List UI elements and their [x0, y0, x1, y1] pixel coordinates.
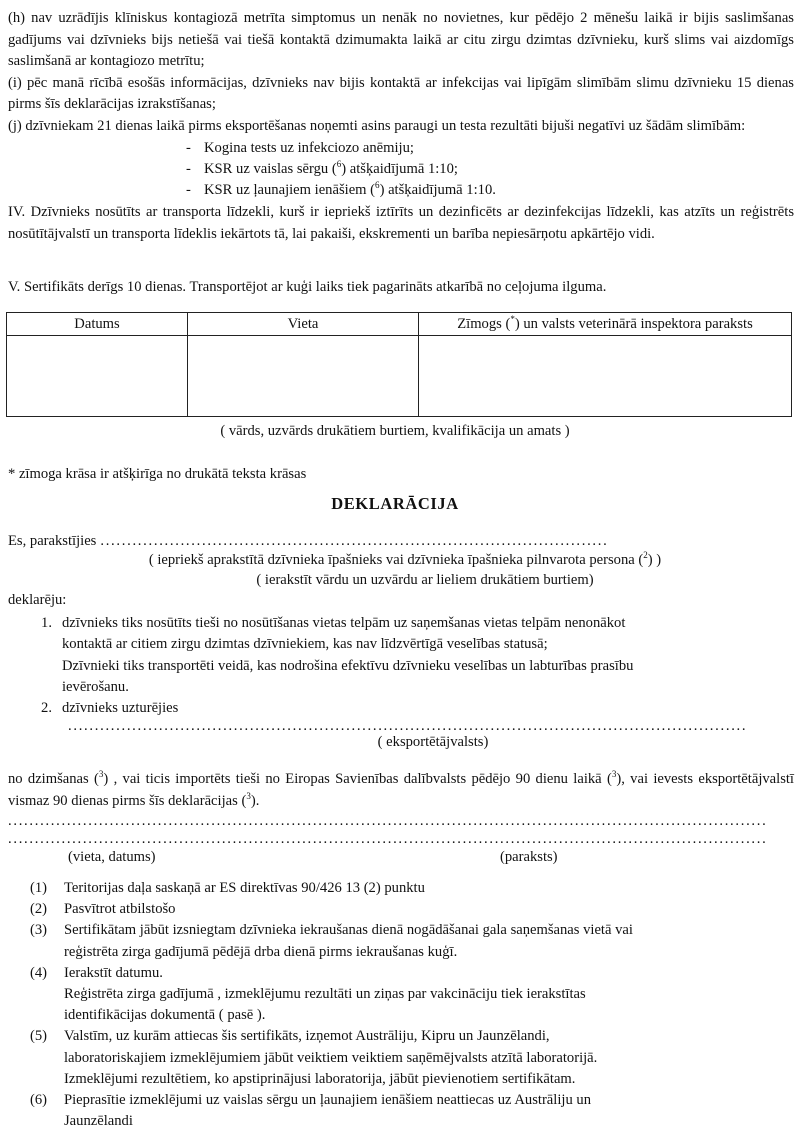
footnote-ref: 6: [375, 180, 380, 191]
footnote-item: [0, 920, 790, 962]
declaration-item-body: [62, 613, 790, 698]
signature-dotted-field[interactable]: ..............................................................................................................................................: [8, 831, 768, 847]
footnote-body: [64, 1026, 790, 1090]
text-line: Izmeklējumi rezultētiem, ko apstiprinājusi laboratorija, jābūt pievienotiem sertifikātam.: [64, 1070, 576, 1087]
section-iv-text: IV. Dzīvnieks nosūtīts ar transporta līdzekli, kurš ir iepriekš iztīrīts un dezinficēts ar dezinfekcijas līdzekli, kas atzīts un reģistrēts nosūtītājvalstī un transporta līdeklis iekārtots tā, lai pakaiši, ekskrementi un barība nepiesārņotu apkārtējo vidi.: [8, 204, 794, 242]
text-line: Valstīm, uz kurām attiecas šis sertifikāts, izņemot Austrāliju, Kipru un Jaunzēlandi,: [64, 1028, 550, 1045]
text-line: Jaunzēlandi: [64, 1113, 133, 1130]
column-header-zimogs: Zīmogs (*) un valsts veterinārā inspektora paraksts: [419, 313, 792, 336]
footnote-body: [64, 878, 790, 899]
declaration-item-body: [62, 698, 790, 719]
text-line: identifikācijas dokumentā ( pasē ).: [64, 1007, 266, 1024]
test-list-item-text: KSR uz vaislas sērgu ($^6$) atšķaidījumā 1:10;: [204, 159, 458, 177]
dash-bullet-icon: -: [186, 140, 191, 156]
text-line: kontaktā ar citiem zirgu dzimtas dzīvniekiem, kas nav līdzvērtīgā veselības statusā;: [62, 636, 548, 653]
declaration-heading: DEKLARĀCIJA: [331, 494, 459, 513]
caption-signature: (paraksts): [500, 849, 558, 865]
place-date-dotted-field[interactable]: ..............................................................................................................................................: [8, 813, 768, 829]
footnote-body: [64, 899, 790, 920]
signer-caption-instruction: ( ierakstīt vārdu un uzvārdu ar lieliem drukātiem burtiem): [256, 572, 594, 588]
section-v: [8, 277, 794, 299]
text-line: ievērošanu.: [62, 678, 129, 695]
footnote-item: [0, 963, 790, 1027]
export-country-dotted-field[interactable]: ...............................................................................................................................: [68, 718, 748, 734]
column-header-vieta: Vieta: [188, 313, 419, 336]
footnote-body: [64, 963, 790, 1027]
signer-dotted-field[interactable]: ...............................................................................................: [100, 533, 609, 549]
footnote-marker: (1): [30, 880, 48, 896]
clauses-section: [8, 8, 794, 137]
export-country-caption: ( eksportētājvalsts): [377, 734, 489, 750]
test-list-item: [0, 138, 790, 159]
declaration-list-item: [0, 698, 790, 719]
deklareju-label: deklarēju:: [8, 592, 67, 608]
text-line: Sertifikātam jābūt izsniegtam dzīvnieka iekraušanas dienā nogādāšanai gala saņemšanas vietā vai: [64, 922, 633, 939]
footnote-ref: 3: [611, 769, 617, 780]
origin-paragraph: [8, 769, 794, 812]
footnote-marker: (4): [30, 964, 48, 981]
origin-paragraph-text: no dzimšanas ($^3$) , vai ticis importēts tieši no Eiropas Savienības dalībvalsts pēdējo 90 dienu laikā ($^3$), vai ievests eksportētājvalstī vismaz 90 dienas pirms šīs deklarācijas ($^3$).: [8, 769, 794, 809]
text-line: Teritorijas daļa saskaņā ar ES direktīvas 90/426 13 (2) punktu: [64, 880, 425, 896]
signature-table-wrapper: [6, 312, 792, 417]
text-line: dzīvnieks tiks nosūtīts tieši no nosūtīšanas vietas telpām uz saņemšanas vietas telpām nenonākot: [62, 615, 626, 631]
dash-bullet-icon: -: [186, 161, 191, 177]
cell-zimogs[interactable]: [419, 336, 792, 417]
clause-i: (i) pēc manā rīcībā esošās informācijas, dzīvnieks nav bijis kontaktā ar infekcijas vai lipīgām slimībām slimu dzīvnieku 15 dienas pirms šīs deklarācijas izrakstīšanas;: [8, 74, 794, 112]
text-line: Pieprasītie izmeklējumi uz vaislas sērgu un ļaunajiem ienāšiem neattiecas uz Austrāliju un: [64, 1092, 591, 1109]
footnotes-section: [0, 878, 790, 1132]
signer-line: [8, 533, 794, 550]
footnote-body: [64, 920, 790, 962]
footnote-ref: 3: [246, 790, 251, 801]
text-line: Ierakstīt datumu.: [64, 964, 163, 981]
footnote-ref: *: [510, 314, 515, 325]
footnote-ref: 6: [336, 159, 342, 170]
list-marker: 1.: [41, 615, 52, 631]
text-line: reģistrēta zirga gadījumā pēdējā drba dienā pirms iekraušanas kuģī.: [64, 943, 458, 960]
text-line: Reģistrēta zirga gadījumā , izmeklējumu rezultāti un ziņas par vakcināciju tiek ierakstītas: [64, 986, 586, 1003]
text-line: Pasvītrot atbilstošo: [64, 901, 176, 918]
footnote-item: [0, 878, 790, 899]
footnote-marker: (3): [30, 922, 48, 939]
footnote-marker: (2): [30, 901, 48, 918]
footnote-item: [0, 899, 790, 920]
test-list-item: [0, 180, 790, 201]
clause-h: (h) nav uzrādījis klīniskus kontagiozā metrīta simptomus un nenāk no novietnes, kur pēdējo 2 mēnešu laikā ir bijis saslimšanas gadījums vai dzīvnieks bijs netiešā vai tiešā kontaktā dzimumakta laikā ar citu zirgu dzimtas dzīvnieku, kurš slims vai aizdomīgs saslimšanā ar kontagiozo metrītu;: [8, 10, 794, 69]
footnote-marker: (6): [30, 1092, 48, 1109]
signer-caption-owner: ( iepriekš aprakstītā dzīvnieka īpašnieks vai dzīvnieka īpašnieka pilnvarota persona ($^2$) ): [148, 550, 662, 568]
declaration-list: [0, 613, 790, 719]
declaration-list-item: [0, 613, 790, 698]
test-list-item-text: KSR uz ļaunajiem ienāšiem ($^6$) atšķaidījumā 1:10.: [204, 180, 496, 198]
footnote-body: [64, 1090, 790, 1132]
footnote-ref: 3: [98, 769, 104, 780]
test-list-item-text: Kogina tests uz infekciozo anēmiju;: [204, 140, 414, 156]
text-line: dzīvnieks uzturējies: [62, 700, 179, 717]
table-row: [7, 336, 792, 417]
column-header-datums: Datums: [7, 313, 188, 336]
cell-datums[interactable]: [7, 336, 188, 417]
test-list: [0, 138, 790, 201]
dash-bullet-icon: -: [186, 182, 191, 198]
table-header-row: [7, 313, 792, 336]
text-line: Dzīvnieki tiks transportēti veidā, kas nodrošina efektīvu dzīvnieku veselības un labturības prasību: [62, 657, 634, 674]
footnote-item: [0, 1026, 790, 1090]
footnote-ref: 2: [643, 550, 648, 561]
signature-table: [6, 312, 792, 417]
caption-place-date: (vieta, datums): [68, 849, 156, 865]
clause-j: (j) dzīvniekam 21 dienas laikā pirms eksportēšanas noņemti asins paraugi un testa rezultāti bijuši negatīvi uz šādām slimībām:: [8, 117, 746, 134]
signer-label: Es, parakstījies: [8, 533, 97, 549]
section-iv: [8, 202, 794, 245]
cell-vieta[interactable]: [188, 336, 419, 417]
footnote-item: [0, 1090, 790, 1132]
text-line: laboratoriskajiem izmeklējumiem jābūt veiktiem veiktiem saņēmējvalsts atzītā laboratorijā.: [64, 1049, 598, 1066]
footnote-marker: (5): [30, 1028, 48, 1045]
list-marker: 2.: [41, 700, 52, 717]
table-caption: ( vārds, uzvārds drukātiem burtiem, kvalifikācija un amats ): [220, 423, 570, 439]
test-list-item: [0, 159, 790, 180]
section-v-text: V. Sertifikāts derīgs 10 dienas. Transportējot ar kuģi laiks tiek pagarināts atkarībā no ceļojuma ilguma.: [8, 279, 607, 295]
asterisk-note: * zīmoga krāsa ir atšķirīga no drukātā teksta krāsas: [8, 466, 307, 482]
